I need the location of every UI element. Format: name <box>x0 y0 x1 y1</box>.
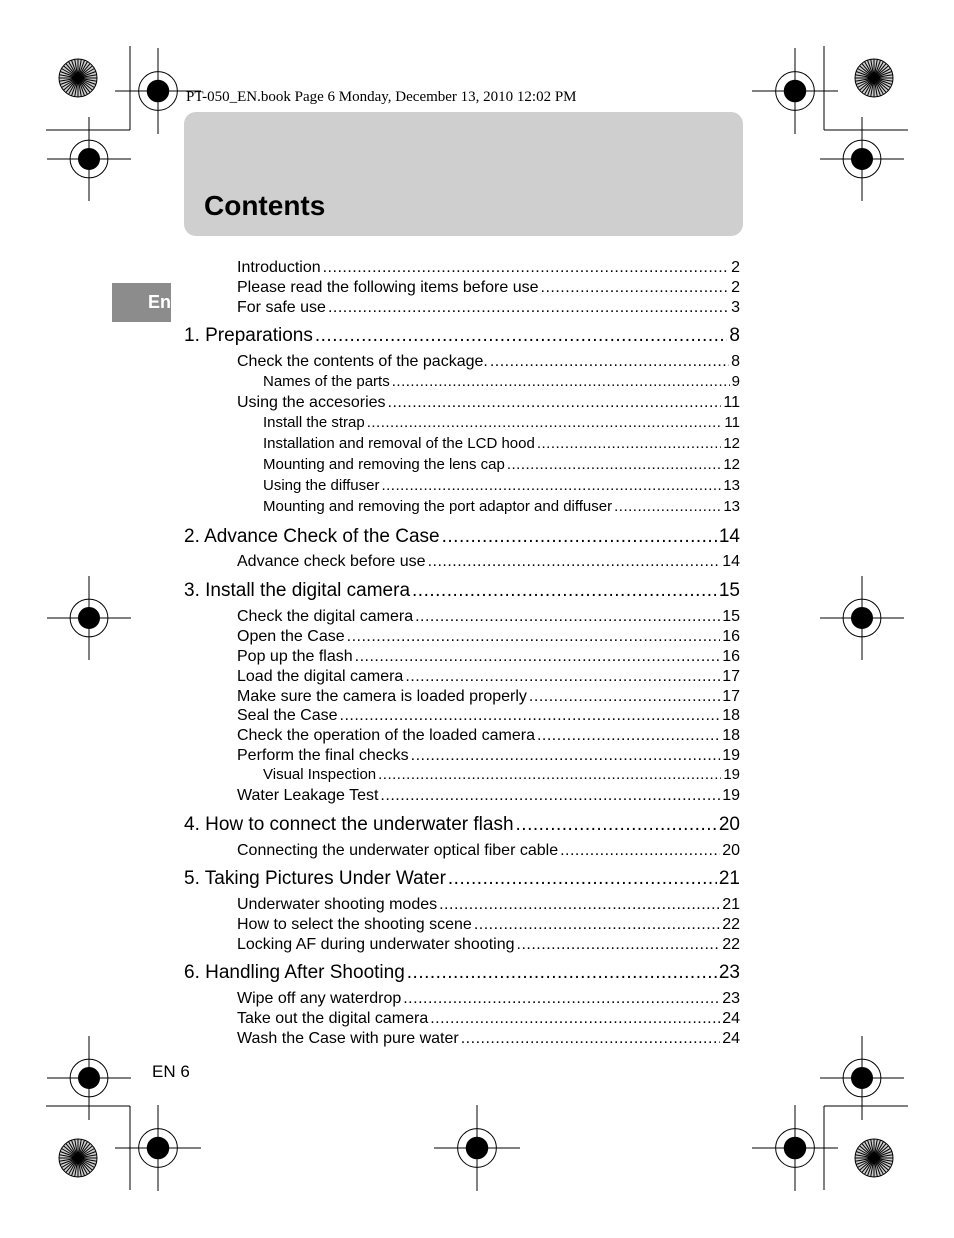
toc-entry[interactable] <box>237 259 740 277</box>
toc-leader-dots <box>381 477 721 494</box>
toc-entry-label: Seal the Case <box>237 707 338 724</box>
toc-entry-label: Please read the following items before use <box>237 279 539 296</box>
print-header: PT-050_EN.book Page 6 Monday, December 13, 2010 12:02 PM <box>186 89 577 105</box>
toc-entry-page: 3 <box>731 299 740 316</box>
toc-entry[interactable] <box>237 896 740 914</box>
toc-entry-label: Perform the final checks <box>237 747 409 764</box>
toc-entry-page: 17 <box>722 668 740 685</box>
toc-entry-label: Wipe off any waterdrop <box>237 990 402 1007</box>
toc-entry-page: 8 <box>731 353 740 370</box>
toc-entry-page: 24 <box>722 1010 740 1027</box>
toc-leader-dots <box>380 787 720 805</box>
toc-entry[interactable] <box>237 299 740 317</box>
toc-entry-page: 23 <box>722 990 740 1007</box>
toc-leader-dots <box>407 962 717 984</box>
toc-entry[interactable] <box>263 498 740 515</box>
toc-entry-label: Check the contents of the package. <box>237 353 488 370</box>
toc-entry-page: 8 <box>729 325 740 346</box>
toc-leader-dots <box>537 435 721 452</box>
toc-entry[interactable] <box>263 373 740 390</box>
toc-entry-page: 24 <box>722 1030 740 1047</box>
toc-entry[interactable] <box>237 394 740 412</box>
toc-entry-page: 13 <box>723 477 740 494</box>
toc-entry-page: 22 <box>722 916 740 933</box>
toc-entry[interactable] <box>237 553 740 571</box>
toc-entry-page: 9 <box>731 373 740 390</box>
toc-entry[interactable] <box>237 936 740 954</box>
toc-entry-page: 2 <box>731 279 740 296</box>
toc-entry-label: Using the diffuser <box>263 477 380 494</box>
toc-entry-page: 15 <box>722 608 740 625</box>
toc-leader-dots <box>614 498 721 515</box>
toc-entry-page: 17 <box>722 688 740 705</box>
page-number: EN 6 <box>152 1062 190 1081</box>
toc-leader-dots <box>428 553 721 571</box>
page-title: Contents <box>204 190 326 221</box>
toc-entry-label: For safe use <box>237 299 326 316</box>
toc-entry-page: 11 <box>723 394 740 411</box>
toc-entry[interactable] <box>237 727 740 745</box>
toc-entry-label: Take out the digital camera <box>237 1010 429 1027</box>
toc-entry[interactable] <box>184 325 740 347</box>
toc-entry[interactable] <box>237 747 740 765</box>
toc-entry-label: Wash the Case with pure water <box>237 1030 459 1047</box>
toc-leader-dots <box>448 868 717 890</box>
toc-entry-label: 5. Taking Pictures Under Water <box>184 868 446 889</box>
toc-entry-page: 2 <box>731 259 740 276</box>
toc-entry[interactable] <box>263 414 740 431</box>
toc-leader-dots <box>461 1030 720 1048</box>
toc-entry[interactable] <box>237 688 740 706</box>
toc-entry-label: Connecting the underwater optical fiber cable <box>237 842 559 859</box>
toc-entry-label: Locking AF during underwater shooting <box>237 936 515 953</box>
toc-leader-dots <box>442 526 717 548</box>
toc-leader-dots <box>315 325 728 347</box>
toc-entry[interactable] <box>237 842 740 860</box>
toc-entry[interactable] <box>237 916 740 934</box>
language-tab: En <box>112 283 171 322</box>
toc-entry-page: 19 <box>722 787 740 804</box>
toc-entry-label: 2. Advance Check of the Case <box>184 526 440 547</box>
toc-entry-label: 6. Handling After Shooting <box>184 962 405 983</box>
toc-entry[interactable] <box>237 787 740 805</box>
toc-entry[interactable] <box>184 814 740 836</box>
toc-entry-label: Advance check before use <box>237 553 426 570</box>
toc-entry-page: 12 <box>723 456 740 473</box>
toc-entry-page: 20 <box>718 814 740 835</box>
toc-entry-label: Installation and removal of the LCD hood <box>263 435 535 452</box>
toc-leader-dots <box>529 688 720 706</box>
toc-entry[interactable] <box>263 477 740 494</box>
toc-entry-label: Visual Inspection <box>263 766 377 783</box>
toc-entry-label: Using the accesories <box>237 394 386 411</box>
toc-entry[interactable] <box>237 668 740 686</box>
toc-leader-dots <box>355 648 721 666</box>
toc-entry-label: 1. Preparations <box>184 325 313 346</box>
toc-leader-dots <box>415 608 720 626</box>
toc-leader-dots <box>378 766 721 783</box>
toc-entry[interactable] <box>263 435 740 452</box>
toc-entry-page: 19 <box>723 766 740 783</box>
toc-entry-page: 16 <box>722 628 740 645</box>
toc-leader-dots <box>388 394 722 412</box>
toc-entry[interactable] <box>237 353 740 371</box>
toc-entry-page: 21 <box>722 896 740 913</box>
toc-leader-dots <box>412 580 717 602</box>
toc-entry-label: Check the operation of the loaded camera <box>237 727 535 744</box>
toc-entry[interactable] <box>237 648 740 666</box>
toc-leader-dots <box>392 373 730 390</box>
toc-leader-dots <box>439 896 720 914</box>
toc-entry-label: Install the strap <box>263 414 365 431</box>
toc-entry[interactable] <box>263 456 740 473</box>
toc-leader-dots <box>405 668 720 686</box>
toc-leader-dots <box>367 414 723 431</box>
toc-entry[interactable] <box>237 990 740 1008</box>
toc-entry[interactable] <box>263 766 740 783</box>
toc-entry-label: Pop up the flash <box>237 648 353 665</box>
toc-entry[interactable] <box>237 279 740 297</box>
toc-leader-dots <box>411 747 721 765</box>
toc-leader-dots <box>516 814 717 836</box>
toc-entry[interactable] <box>237 608 740 626</box>
toc-entry-page: 18 <box>722 707 740 724</box>
toc-entry-label: Mounting and removing the lens cap <box>263 456 505 473</box>
toc-entry[interactable] <box>184 868 740 890</box>
toc-entry-page: 20 <box>722 842 740 859</box>
toc-entry[interactable] <box>237 628 740 646</box>
toc-entry-label: Open the Case <box>237 628 345 645</box>
toc-leader-dots <box>490 353 729 371</box>
toc-leader-dots <box>560 842 720 860</box>
toc-entry-label: Check the digital camera <box>237 608 414 625</box>
toc-entry-page: 14 <box>722 553 740 570</box>
toc-entry-page: 22 <box>722 936 740 953</box>
toc-entry-label: 3. Install the digital camera <box>184 580 411 601</box>
toc-leader-dots <box>347 628 721 646</box>
toc-leader-dots <box>474 916 720 934</box>
toc-leader-dots <box>517 936 721 954</box>
toc-entry-page: 19 <box>722 747 740 764</box>
toc-entry-page: 18 <box>722 727 740 744</box>
toc-entry-page: 12 <box>723 435 740 452</box>
toc-leader-dots <box>340 707 721 725</box>
toc-entry-page: 13 <box>723 498 740 515</box>
toc-entry[interactable] <box>237 1010 740 1028</box>
toc-entry-page: 14 <box>718 526 740 547</box>
toc-entry[interactable] <box>184 962 740 984</box>
toc-entry[interactable] <box>184 526 740 548</box>
toc-leader-dots <box>507 456 721 473</box>
toc-leader-dots <box>403 990 720 1008</box>
toc-entry-label: Introduction <box>237 259 321 276</box>
toc-leader-dots <box>323 259 729 277</box>
toc-entry-page: 16 <box>722 648 740 665</box>
toc-entry-label: Make sure the camera is loaded properly <box>237 688 527 705</box>
toc-entry-label: Load the digital camera <box>237 668 404 685</box>
toc-leader-dots <box>537 727 720 745</box>
toc-entry-label: 4. How to connect the underwater flash <box>184 814 514 835</box>
toc-entry-label: Underwater shooting modes <box>237 896 438 913</box>
toc-entry-label: Names of the parts <box>263 373 390 390</box>
toc-entry[interactable] <box>237 1030 740 1048</box>
toc-entry[interactable] <box>237 707 740 725</box>
toc-entry-page: 23 <box>718 962 740 983</box>
toc-entry-page: 15 <box>718 580 740 601</box>
toc-entry-label: Water Leakage Test <box>237 787 379 804</box>
toc-entry[interactable] <box>184 580 740 602</box>
toc-leader-dots <box>430 1010 720 1028</box>
toc-entry-page: 11 <box>724 414 740 431</box>
toc-entry-label: Mounting and removing the port adaptor and diffuser <box>263 498 613 515</box>
toc-leader-dots <box>328 299 729 317</box>
toc-leader-dots <box>541 279 730 297</box>
toc-entry-label: How to select the shooting scene <box>237 916 472 933</box>
toc-entry-page: 21 <box>718 868 740 889</box>
